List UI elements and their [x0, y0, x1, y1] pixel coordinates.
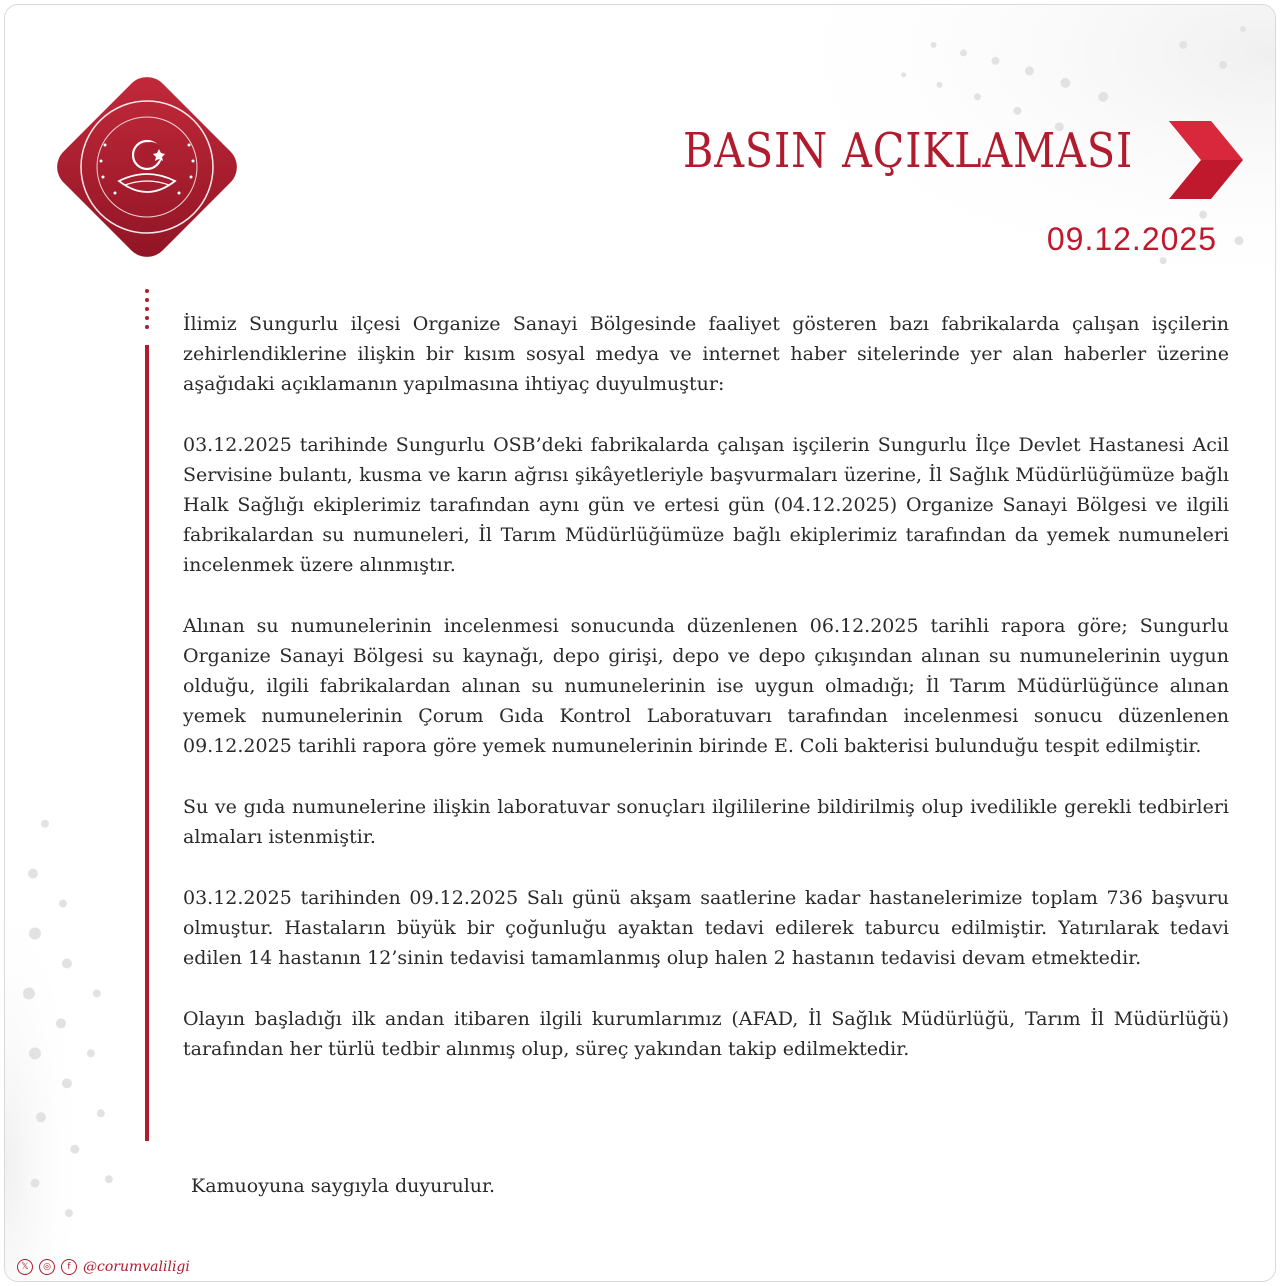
- social-handle[interactable]: @corumvaliligi: [83, 1259, 190, 1275]
- chevron-right-icon: [1163, 117, 1245, 203]
- paragraph-results: Alınan su numunelerinin incelenmesi sonucunda düzenlenen 06.12.2025 tarihli rapora göre; Sungurlu Organize Sanayi Bölgesi su kaynağı, depo girişi, depo ve depo çıkışından alınan su numunelerinin uygun olduğu, ilgili fabrikalardan alınan su numunelerinin ise uygun olmadığı; İl Tarım Müdürlüğünce alınan yemek numunelerinin Çorum Gıda Kontrol Laboratuvarı tarafından incelenmesi sonucu düzenlenen 09.12.2025 tarihli rapora göre yemek numunelerinin birinde E. Coli bakterisi bulunduğu tespit edilmiştir.: [183, 615, 1229, 757]
- facebook-icon[interactable]: f: [61, 1259, 77, 1275]
- vertical-divider: [145, 345, 149, 1141]
- paragraph-measures: Su ve gıda numunelerine ilişkin laboratuvar sonuçları ilgililerine bildirilmiş olup ivedilikle gerekli tedbirleri almaları istenmiştir.: [183, 796, 1229, 848]
- statement-body: [183, 309, 1229, 1095]
- paragraph-patients: 03.12.2025 tarihinden 09.12.2025 Salı günü akşam saatlerine kadar hastanelerimize toplam 736 başvuru olmuştur. Hastaların büyük bir çoğunluğu ayaktan tedavi edilerek taburcu edilmiştir. Yatırılarak tedavi edilen 14 hastanın 12’sinin tedavisi tamamlanmış olup halen 2 hastanın tedavisi devam etmektedir.: [183, 887, 1229, 969]
- instagram-icon[interactable]: ◎: [39, 1259, 55, 1275]
- closing-line: Kamuoyuna saygıyla duyurulur.: [191, 1175, 496, 1197]
- page-title: BASIN AÇIKLAMASI: [683, 123, 1134, 179]
- paragraph-intro: İlimiz Sungurlu ilçesi Organize Sanayi Bölgesinde faaliyet gösteren bazı fabrikalarda çalışan işçilerin zehirlendiklerine ilişkin bir kısım sosyal medya ve internet haber sitelerinde yer alan haberler üzerine aşağıdaki açıklamanın yapılmasına ihtiyaç duyulmuştur:: [183, 313, 1229, 395]
- social-footer: [17, 1259, 190, 1275]
- paragraph-follow-up: Olayın başladığı ilk andan itibaren ilgili kurumlarımız (AFAD, İl Sağlık Müdürlüğü, Tarım İl Müdürlüğü) tarafından her türlü tedbir alınmış olup, süreç yakından takip edilmektedir.: [183, 1008, 1229, 1060]
- paragraph-samples: 03.12.2025 tarihinde Sungurlu OSB’deki fabrikalarda çalışan işçilerin Sungurlu İlçe Devlet Hastanesi Acil Servisine bulantı, kusma ve karın ağrısı şikâyetleriyle başvurmaları üzerine, İl Sağlık Müdürlüğümüze bağlı Halk Sağlığı ekiplerimiz tarafından aynı gün ve ertesi gün (04.12.2025) Organize Sanayi Bölgesi ve ilgili fabrikalardan su numuneleri, İl Tarım Müdürlüğümüze bağlı ekiplerimiz tarafından da yemek numuneleri incelenmek üzere alınmıştır.: [183, 434, 1229, 576]
- release-date: 09.12.2025: [1046, 221, 1217, 257]
- x-icon[interactable]: 𝕏: [17, 1259, 33, 1275]
- press-release-page: [4, 4, 1276, 1282]
- divider-dots: [143, 289, 151, 334]
- corum-valiligi-logo: [45, 65, 249, 269]
